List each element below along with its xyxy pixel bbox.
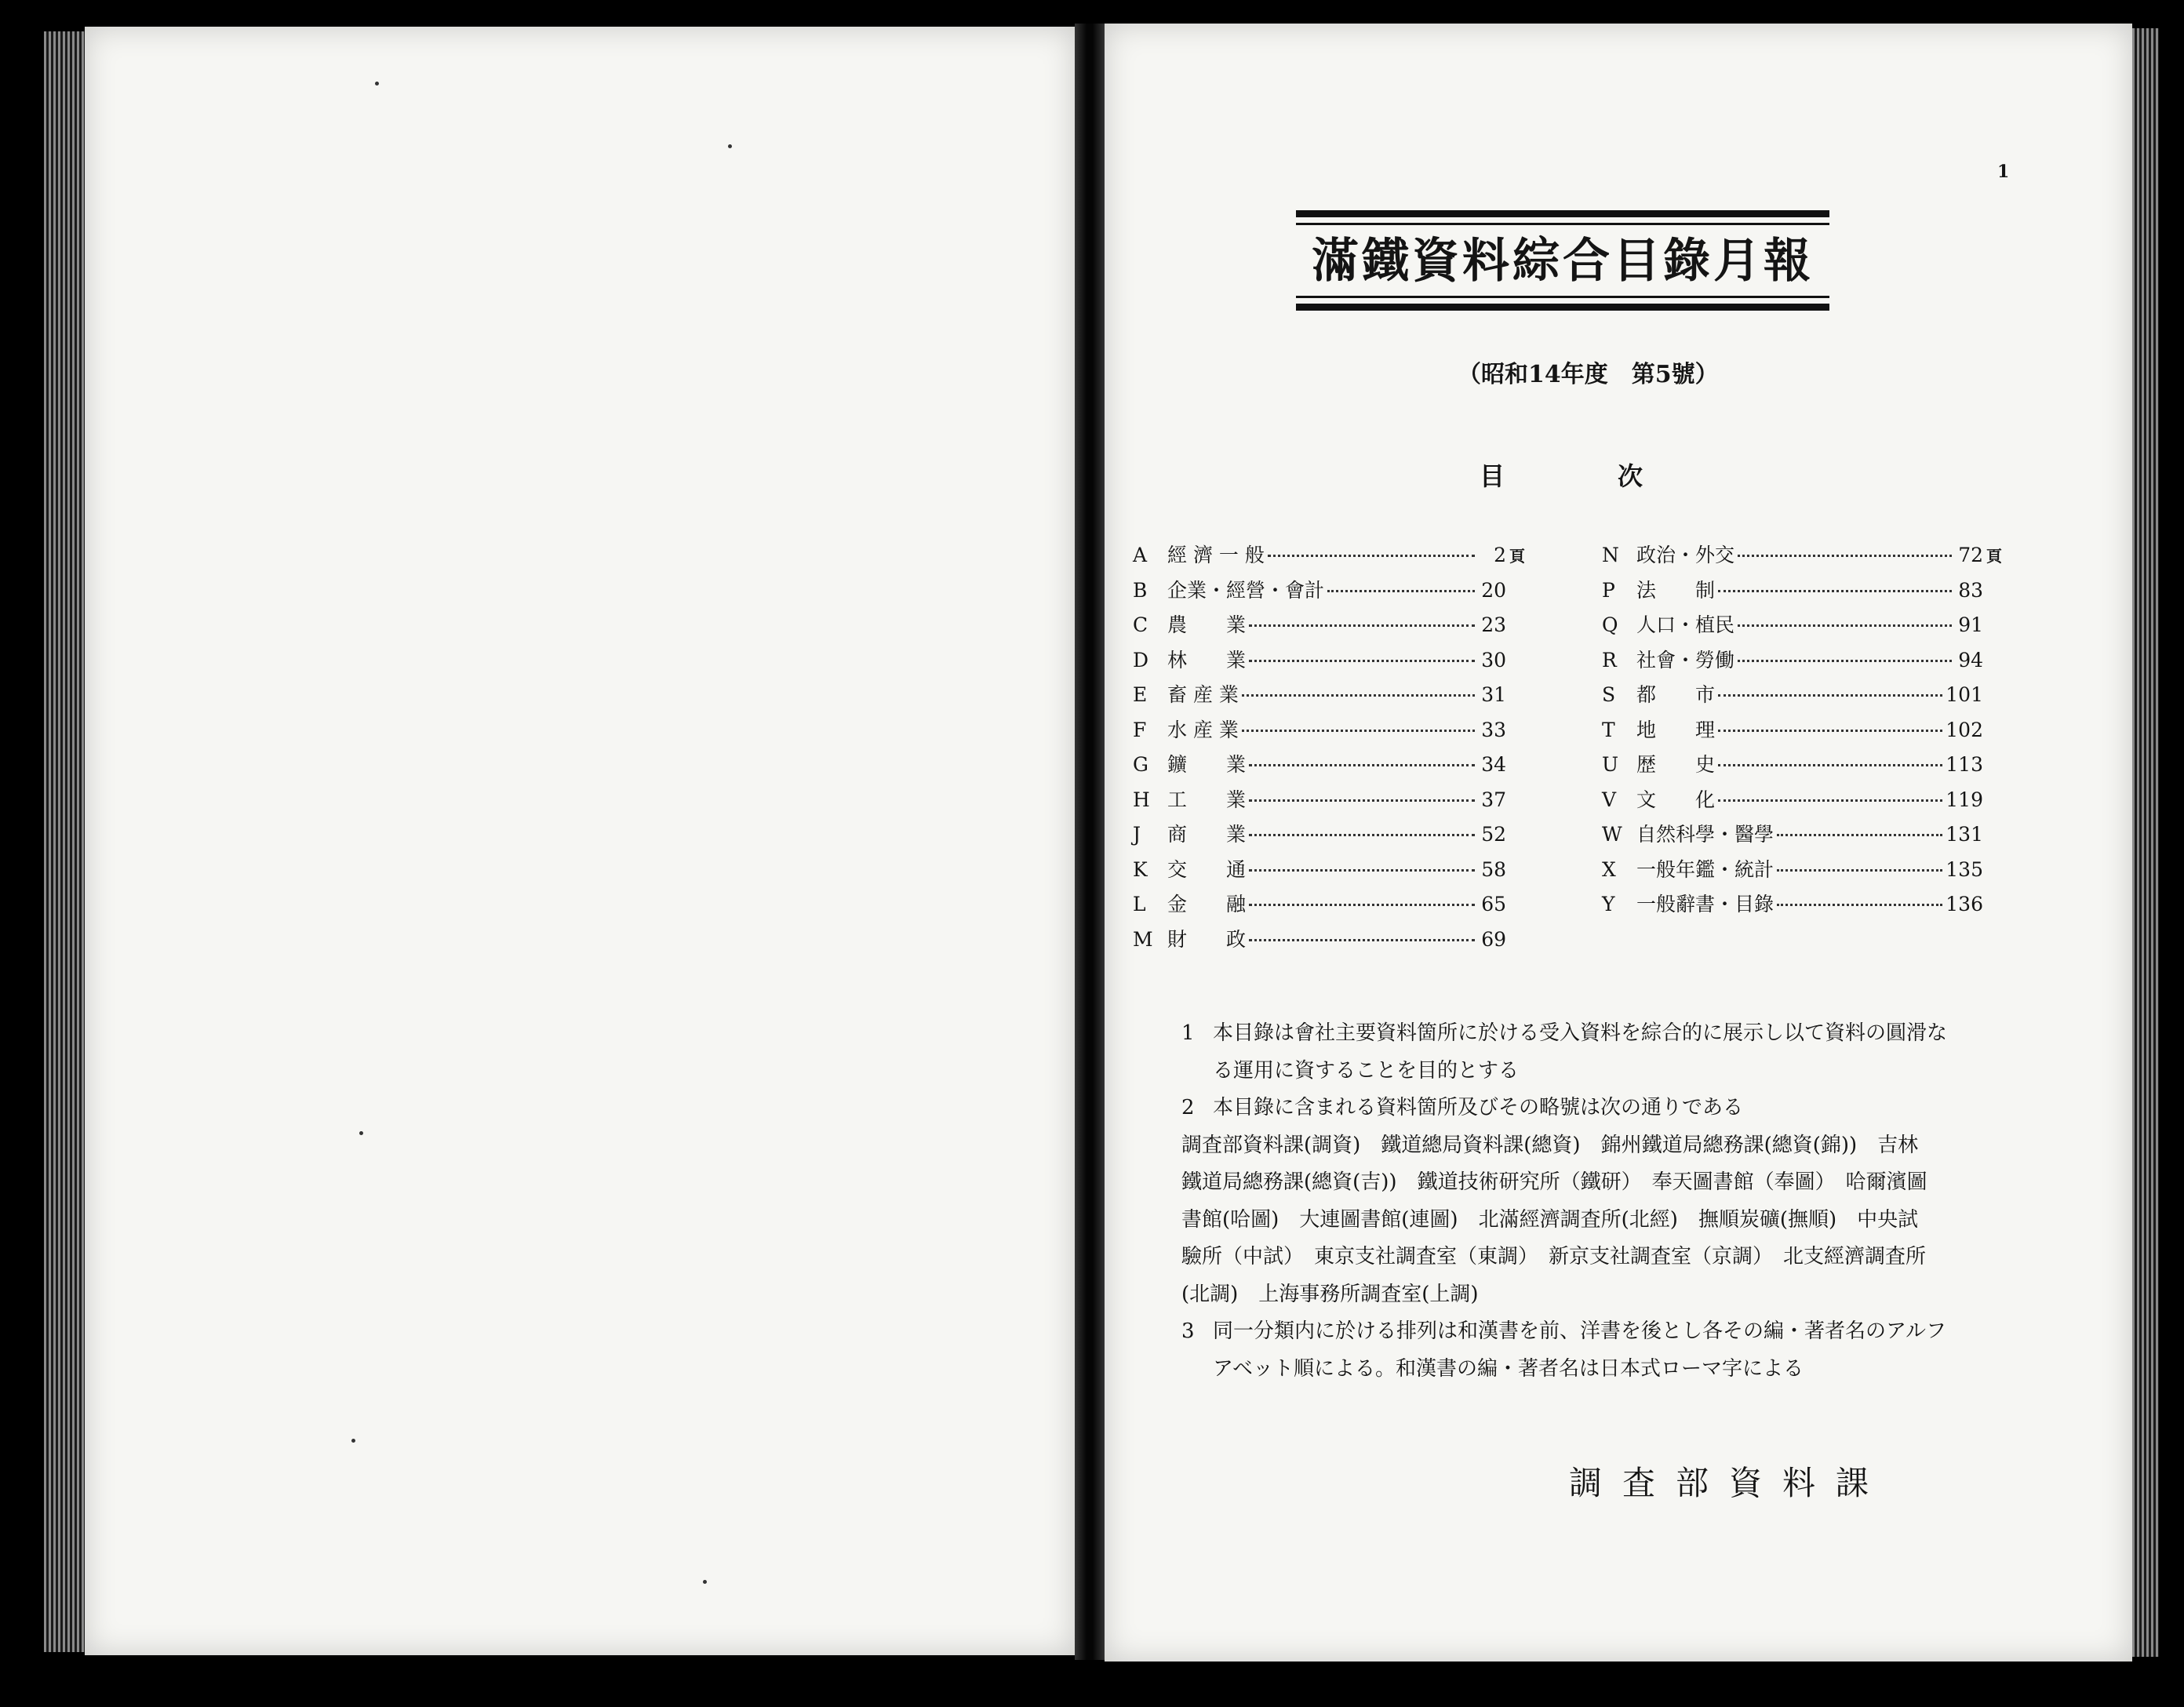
toc-dot-leader bbox=[1249, 764, 1475, 766]
note-3-continuation bbox=[1181, 1351, 1952, 1389]
paper-speck bbox=[703, 1580, 707, 1584]
toc-page-number: 113 bbox=[1946, 753, 1983, 776]
note-text: 同一分類内に於ける排列は和漢書を前、洋書を後とし各その編・著者名のアルフ bbox=[1213, 1319, 1946, 1343]
toc-page-number: 83 bbox=[1958, 578, 1983, 602]
department-name: 調査部資料課 bbox=[1569, 1464, 1890, 1502]
toc-dot-leader bbox=[1738, 624, 1952, 627]
toc-category-name: 工 業 bbox=[1167, 788, 1247, 811]
toc-entry-t bbox=[1602, 715, 2002, 750]
toc-page-number: 23 bbox=[1481, 613, 1506, 636]
toc-letter: L bbox=[1133, 893, 1146, 915]
toc-category-name: 企業・經營・會計 bbox=[1167, 578, 1325, 602]
toc-page-number: 102 bbox=[1946, 718, 1983, 741]
toc-category-name: 人口・植民 bbox=[1636, 613, 1735, 636]
toc-letter: C bbox=[1133, 613, 1148, 636]
toc-entry-h bbox=[1133, 784, 1525, 820]
toc-page-number: 69 bbox=[1481, 927, 1506, 951]
toc-letter: M bbox=[1133, 927, 1153, 951]
toc-letter: D bbox=[1133, 648, 1149, 672]
toc-dot-leader bbox=[1249, 660, 1475, 662]
toc-category-name: 經 濟 一 般 bbox=[1167, 544, 1265, 566]
toc-entry-q bbox=[1602, 610, 2002, 645]
toc-page-unit: 頁 bbox=[1509, 547, 1525, 566]
paper-speck bbox=[359, 1131, 363, 1135]
title-rule-bottom-thick bbox=[1296, 304, 1829, 311]
title-rule-bottom-thin bbox=[1296, 296, 1829, 298]
toc-category-name: 林 業 bbox=[1167, 648, 1247, 672]
toc-letter: T bbox=[1602, 718, 1615, 741]
note-text: アベット順による。和漢書の編・著者名は日本式ローマ字による bbox=[1213, 1356, 1804, 1381]
title-rule-top-thick bbox=[1296, 210, 1829, 217]
contents-heading-first: 目 bbox=[1480, 461, 1505, 491]
page-number: 1 bbox=[1997, 162, 2010, 182]
note-text: 本目錄は會社主要資料箇所に於ける受入資料を綜合的に展示し以て資料の圓滑な bbox=[1213, 1021, 1948, 1045]
toc-letter: H bbox=[1133, 788, 1150, 811]
toc-page-number: 136 bbox=[1946, 893, 1983, 915]
toc-entry-c bbox=[1133, 610, 1525, 645]
note-2-list-line bbox=[1181, 1164, 1952, 1202]
source-list-line: (北調) 上海事務所調査室(上調) bbox=[1181, 1282, 1479, 1306]
toc-dot-leader bbox=[1242, 694, 1475, 697]
toc-category-name: 都 市 bbox=[1636, 683, 1716, 706]
title-block bbox=[1296, 210, 1829, 311]
left-blank-page bbox=[85, 27, 1075, 1655]
toc-page-number: 101 bbox=[1946, 683, 1983, 706]
toc-category-name: 鑛 業 bbox=[1167, 753, 1247, 776]
toc-category-name: 一般年鑑・統計 bbox=[1636, 857, 1774, 881]
toc-letter: G bbox=[1133, 753, 1148, 776]
toc-dot-leader bbox=[1718, 730, 1942, 732]
toc-entry-k bbox=[1133, 854, 1525, 890]
toc-entry-l bbox=[1133, 889, 1525, 924]
toc-entry-v bbox=[1602, 784, 2002, 820]
toc-letter: A bbox=[1133, 544, 1148, 566]
toc-category-name: 水 産 業 bbox=[1167, 718, 1239, 741]
toc-letter: B bbox=[1133, 578, 1148, 602]
toc-category-name: 畜 産 業 bbox=[1167, 683, 1239, 706]
toc-entry-w bbox=[1602, 819, 2002, 854]
note-2-list-line bbox=[1181, 1276, 1952, 1314]
toc-dot-leader bbox=[1249, 939, 1475, 941]
toc-letter: N bbox=[1602, 544, 1619, 566]
toc-letter: V bbox=[1602, 788, 1617, 811]
document-title: 滿鐵資料綜合目錄月報 bbox=[1312, 234, 1814, 289]
toc-entry-e bbox=[1133, 679, 1525, 715]
note-2 bbox=[1181, 1090, 1952, 1127]
toc-dot-leader bbox=[1249, 869, 1475, 872]
note-text: 本目錄に含まれる資料箇所及びその略號は次の通りである bbox=[1213, 1096, 1744, 1119]
toc-entry-u bbox=[1602, 749, 2002, 784]
note-text: る運用に資することを目的とする bbox=[1213, 1058, 1520, 1083]
toc-letter: F bbox=[1133, 718, 1147, 741]
toc-entry-f bbox=[1133, 715, 1525, 750]
toc-category-name: 自然科學・醫學 bbox=[1636, 823, 1774, 846]
note-2-list-line bbox=[1181, 1127, 1952, 1165]
toc-dot-leader bbox=[1718, 799, 1942, 802]
contents-heading-second: 次 bbox=[1618, 461, 1643, 491]
issue-number: （昭和14年度 第5號） bbox=[1458, 361, 1719, 388]
toc-right-column bbox=[1602, 540, 2002, 924]
toc-dot-leader bbox=[1249, 834, 1475, 836]
toc-letter: U bbox=[1602, 753, 1619, 776]
toc-category-name: 地 理 bbox=[1636, 718, 1716, 741]
toc-dot-leader bbox=[1777, 834, 1942, 836]
note-number: 2 bbox=[1181, 1096, 1195, 1119]
toc-page-number: 65 bbox=[1481, 893, 1506, 915]
source-list-line: 驗所（中試） 東京支社調査室（東調） 新京支社調査室（京調） 北支經濟調査所 bbox=[1181, 1245, 1927, 1268]
toc-dot-leader bbox=[1718, 764, 1942, 766]
toc-entry-d bbox=[1133, 645, 1525, 680]
source-list-line: 調査部資料課(調資) 鐵道總局資料課(總資) 錦州鐵道局總務課(總資(錦)) 吉林 bbox=[1181, 1133, 1919, 1157]
toc-letter: S bbox=[1602, 683, 1616, 706]
toc-category-name: 社會・勞働 bbox=[1636, 648, 1735, 672]
toc-page-number: 30 bbox=[1481, 648, 1506, 672]
note-2-list-line bbox=[1181, 1202, 1952, 1239]
toc-page-number: 119 bbox=[1946, 788, 1983, 811]
paper-speck bbox=[375, 82, 379, 86]
toc-dot-leader bbox=[1242, 730, 1475, 732]
title-rule-top-thin bbox=[1296, 223, 1829, 225]
toc-letter: K bbox=[1133, 857, 1148, 881]
toc-entry-j bbox=[1133, 819, 1525, 854]
toc-dot-leader bbox=[1249, 624, 1475, 627]
toc-page-number: 2 bbox=[1494, 544, 1506, 566]
toc-entry-n bbox=[1602, 540, 2002, 575]
toc-category-name: 歴 史 bbox=[1636, 753, 1716, 776]
toc-page-number: 91 bbox=[1958, 613, 1983, 636]
toc-page-number: 52 bbox=[1481, 823, 1506, 846]
toc-letter: Y bbox=[1602, 893, 1615, 915]
toc-dot-leader bbox=[1777, 904, 1942, 906]
toc-letter: Q bbox=[1602, 613, 1618, 636]
toc-dot-leader bbox=[1249, 904, 1475, 906]
notes-section bbox=[1181, 1015, 1952, 1388]
toc-page-number: 37 bbox=[1481, 788, 1506, 811]
toc-dot-leader bbox=[1718, 694, 1942, 697]
toc-entry-s bbox=[1602, 679, 2002, 715]
toc-page-number: 94 bbox=[1958, 648, 1983, 672]
source-list-line: 書館(哈圖) 大連圖書館(連圖) 北滿經濟調査所(北經) 撫順炭礦(撫順) 中央試 bbox=[1181, 1207, 1919, 1232]
toc-page-number: 131 bbox=[1946, 823, 1983, 846]
source-list-line: 鐵道局總務課(總資(吉)) 鐵道技術研究所（鐵研） 奉天圖書館（奉圖） 哈爾濱圖 bbox=[1181, 1170, 1927, 1194]
toc-page-number: 20 bbox=[1481, 578, 1506, 602]
note-3 bbox=[1181, 1313, 1952, 1351]
toc-dot-leader bbox=[1777, 869, 1942, 872]
toc-letter: J bbox=[1133, 823, 1141, 846]
toc-page-unit: 頁 bbox=[1986, 547, 2002, 566]
note-2-list-line bbox=[1181, 1239, 1952, 1276]
toc-page-number: 34 bbox=[1481, 753, 1506, 776]
note-number: 1 bbox=[1181, 1021, 1195, 1045]
toc-entry-y bbox=[1602, 889, 2002, 924]
toc-page-number: 31 bbox=[1481, 683, 1506, 706]
book-gutter bbox=[1075, 24, 1105, 1660]
toc-category-name: 農 業 bbox=[1167, 613, 1247, 636]
paper-speck bbox=[351, 1439, 355, 1443]
note-1 bbox=[1181, 1015, 1952, 1053]
toc-dot-leader bbox=[1738, 555, 1952, 557]
toc-page-number: 58 bbox=[1481, 857, 1506, 881]
toc-letter: X bbox=[1602, 857, 1616, 881]
toc-dot-leader bbox=[1718, 590, 1952, 592]
toc-entry-g bbox=[1133, 749, 1525, 784]
toc-left-column bbox=[1133, 540, 1525, 959]
toc-category-name: 一般辭書・目錄 bbox=[1636, 893, 1774, 915]
toc-category-name: 政治・外交 bbox=[1636, 544, 1735, 566]
paper-speck bbox=[728, 144, 732, 148]
toc-letter: P bbox=[1602, 578, 1615, 602]
toc-category-name: 財 政 bbox=[1167, 927, 1247, 951]
toc-category-name: 金 融 bbox=[1167, 893, 1247, 915]
toc-dot-leader bbox=[1327, 590, 1475, 592]
note-number: 3 bbox=[1181, 1319, 1195, 1343]
toc-category-name: 法 制 bbox=[1636, 578, 1716, 602]
toc-entry-x bbox=[1602, 854, 2002, 890]
toc-entry-m bbox=[1133, 924, 1525, 959]
toc-page-number: 72 bbox=[1958, 544, 1983, 566]
toc-dot-leader bbox=[1249, 799, 1475, 802]
toc-dot-leader bbox=[1738, 660, 1952, 662]
toc-entry-a bbox=[1133, 540, 1525, 575]
right-page-edge-stack bbox=[2132, 28, 2159, 1657]
toc-page-number: 33 bbox=[1481, 718, 1506, 741]
toc-dot-leader bbox=[1268, 555, 1475, 557]
toc-entry-p bbox=[1602, 575, 2002, 610]
toc-category-name: 商 業 bbox=[1167, 823, 1247, 846]
toc-category-name: 文 化 bbox=[1636, 788, 1716, 811]
left-page-edge-stack bbox=[44, 31, 85, 1652]
note-1-continuation bbox=[1181, 1053, 1952, 1090]
toc-letter: W bbox=[1602, 823, 1622, 846]
toc-entry-r bbox=[1602, 645, 2002, 680]
toc-letter: E bbox=[1133, 683, 1148, 706]
toc-letter: R bbox=[1602, 648, 1617, 672]
toc-category-name: 交 通 bbox=[1167, 857, 1247, 881]
toc-page-number: 135 bbox=[1946, 857, 1983, 881]
toc-entry-b bbox=[1133, 575, 1525, 610]
